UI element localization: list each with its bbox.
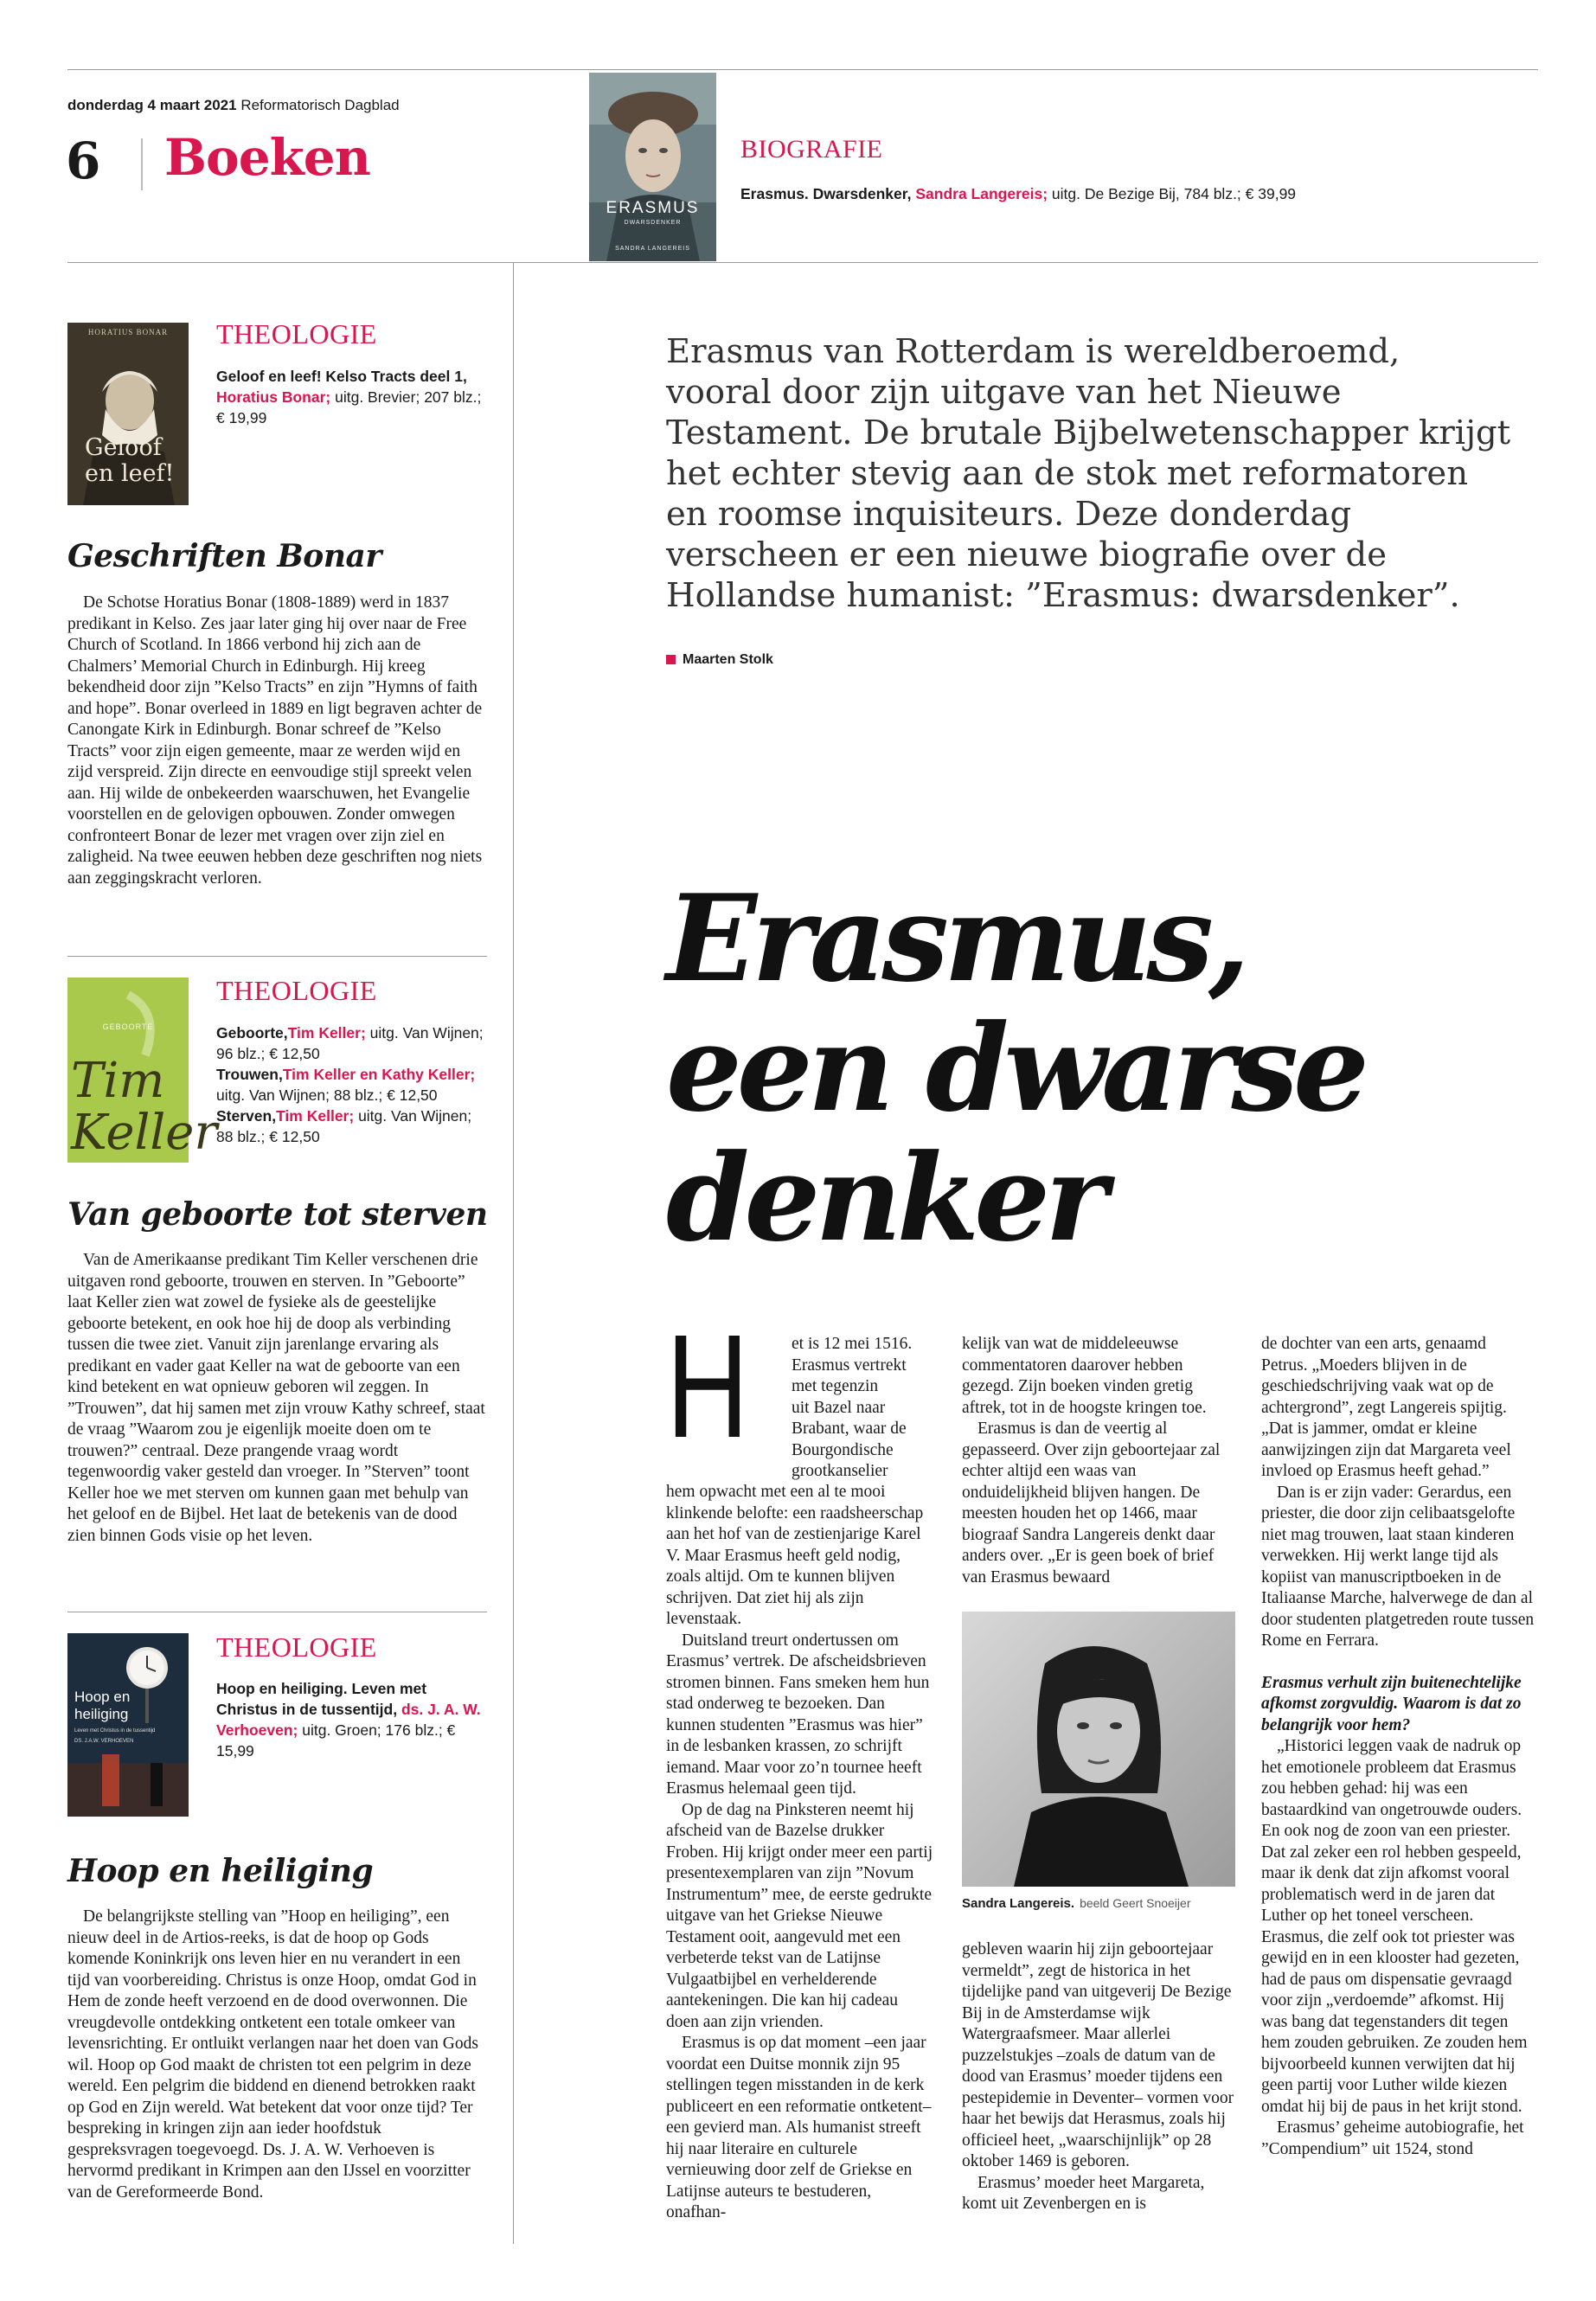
verhoeven-cover-subtitle: Leven met Christus in de tussentijd <box>74 1728 156 1734</box>
review-3-body: De belangrijkste stelling van ”Hoop en heiliging”, een nieuw deel in de Artios-reeks, is dat de hoop op Gods komende Koninkrijk ons leven hier en nu verandert in een tijd van voorbereiding. Christus is onze Hoop, omdat God in Hem de zonde heeft verzoend en de dood overwonnen. Die vreugdevolle ontdekking ontketent een totale omkeer van levensrichting. Er ontluikt verlangen naar het doen van Gods wil. Hoop op God maakt de christen tot een pelgrim in deze wereld. Een pelgrim die biddend en dienend betrokken raakt op God en Zijn wereld. Wat betekent dat voor onze tijd? Ter bespreking in kringen zijn aan ieder hoofdstuk gespreksvragen toegevoegd. Ds. J. A. W. Verhoeven is hervormd predikant in Krimpen aan den IJssel en voorzitter van de Gereformeerde Bond. <box>67 1907 478 2202</box>
article-intro: Erasmus van Rotterdam is wereldberoemd, vooral door zijn uitgave van het Nieuwe Testament. De brutale Bijbelwetenschapper krijgt het echter stevig aan de stok met reformatoren en roomse inquisiteurs. Deze donderdag verscheen er een nieuwe biografie over de Hollandse humanist: ”Erasmus: dwarsdenker”. <box>666 332 1511 615</box>
review-2-heading: Van geboorte tot sterven <box>67 1196 488 1233</box>
article-byline <box>666 652 773 668</box>
paragraph: Erasmus is op dat moment –een jaar voordat een Duitse monnik zijn 95 stellingen tegen misstanden in de kerk publiceert en een reformatie ontketent– een gevierd man. Als humanist streeft hij naar literaire en culturele vernieuwing door zelf de Griekse en Latijnse auteurs te bestuderen, onafhan- <box>666 2034 932 2221</box>
verhoeven-book-cover <box>67 1633 189 1817</box>
review-2-author: Tim Keller; <box>287 1024 366 1042</box>
top-rule <box>67 69 1538 70</box>
featured-book-meta <box>740 183 1296 204</box>
review-1-details: uitg. Brevier; 207 blz.; € 19,99 <box>216 388 482 426</box>
review-2-details: uitg. Van Wijnen; 88 blz.; € 12,50 <box>216 1086 438 1104</box>
column-divider <box>513 263 514 2244</box>
review-3-meta <box>216 1678 484 1761</box>
sandra-langereis-portrait <box>962 1612 1235 1887</box>
article-col1-lead <box>792 1334 934 1483</box>
review-2-details: uitg. Van Wijnen; 88 blz.; € 12,50 <box>216 1107 472 1145</box>
review-2-author: Tim Keller en Kathy Keller; <box>282 1066 476 1083</box>
lead-line: grootkanselier <box>792 1462 888 1480</box>
bonar-cover-title: Geloof en leef! <box>85 434 175 487</box>
verhoeven-cover-art <box>67 1633 189 1817</box>
review-2-meta-item <box>216 1106 484 1147</box>
paper-name: Reformatorisch Dagblad <box>240 97 400 113</box>
page-date <box>67 97 400 114</box>
review-2-meta <box>216 1022 484 1147</box>
cover-author: SANDRA LANGEREIS <box>615 246 690 252</box>
headline-line: Erasmus, <box>666 868 1246 1009</box>
headline-line: een dwarse <box>666 997 1364 1138</box>
paragraph: Erasmus’ moeder heet Margareta, komt uit Zevenbergen en is <box>962 2173 1205 2213</box>
erasmus-book-cover <box>589 73 716 261</box>
keller-book-cover <box>67 977 218 1163</box>
lead-line: Bourgondische <box>792 1440 894 1459</box>
paragraph: Duitsland treurt ondertussen om Erasmus’ vertrek. De afscheidsbrieven stromen binnen. Fans smeken hem hun stad onderweg te bezoeken. Dan kunnen studenten ”Erasmus was hier” in de lesbanken krassen, zo schrijft iemand. Maar voor zo’n tournee heeft Erasmus helemaal geen tijd. <box>666 1631 930 1798</box>
article-headline <box>666 868 1531 1268</box>
review-2-author: Tim Keller; <box>276 1107 355 1125</box>
keller-cover-title: Tim Keller <box>71 1053 218 1161</box>
review-1-author: Horatius Bonar; <box>216 388 331 406</box>
paragraph: de dochter van een arts, genaamd Petrus. „Moeders blijven in de geschiedschrijving vaak wat op de achtergrond”, zegt Langereis spijtig. „Dat is jammer, omdat er kleine aanwijzingen zijn dat Margareta veel invloed op Erasmus heeft gehad.” <box>1261 1335 1511 1480</box>
lead-line: et is 12 mei 1516. <box>792 1335 913 1353</box>
article-col2-top <box>962 1334 1235 1588</box>
featured-book-author: Sandra Langereis; <box>915 185 1048 202</box>
header-rule <box>67 262 1538 263</box>
review-3-details: uitg. Groen; 176 blz.; € 15,99 <box>216 1721 456 1759</box>
review-2-body: Van de Amerikaanse predikant Tim Keller verschenen drie uitgaven rond geboorte, trouwen en sterven. In ”Geboorte” laat Keller zien wat zowel de fysieke als de geestelijke geboorte betekent, en ook hoe hij de doop als verbinding tussen die twee ziet. Vanuit zijn jarenlange ervaring als predikant en vader gaat Keller na wat de geboorte van een kind betekent en wat opnieuw geboren wil zeggen. In ”Trouwen”, dat hij samen met zijn vrouw Kathy schreef, staat de vraag ”Waarom zou je eigenlijk moeite doen om te trouwen?” centraal. Deze prangende vraag wordt tegenwoordig vaker gesteld dan vroeger. In ”Sterven” toont Keller hoe we met sterven om kunnen gaan met behulp van het geloof en de Bijbel. Het laat de betekenis van de dood zien binnen Gods visie op het leven. <box>67 1251 485 1545</box>
paragraph: „Historici leggen vaak de nadruk op het emotionele probleem dat Erasmus zou hebben gehad: hij was een bastaardkind van ongetrouwde ouders. En ook nog de zoon van een priester. Dat zal zeker een rol hebben gespeeld, maar ik denk dat zijn afkomst vooral problematisch werd in de jaren dat Luther op het toneel verscheen. Erasmus, die zelf ook tot priester was gewijd en in een klooster had gezeten, had de paus om dispensatie gevraagd voor zijn „verdoemde” afkomst. Hij was bang dat tegenstanders dit tegen hem zouden gebruiken. Ze zouden hem bijvoorbeeld kunnen verwijten dat hij geen partij voor Luther wilde kiezen omdat hij bij de paus in het krijt stond. <box>1261 1737 1528 2116</box>
review-2-meta-item <box>216 1022 484 1064</box>
review-2-details: uitg. Van Wijnen; 96 blz.; € 12,50 <box>216 1024 484 1062</box>
review-2-book-title: Geboorte, <box>216 1024 288 1042</box>
paragraph: Erasmus is dan de veertig al gepasseerd. Over zijn geboortejaar zal echter altijd een waas van onduidelijkheid blijven hangen. De meesten houden het op 1466, maar biograaf Sandra Langereis denkt daar anders over. „Er is geen boek of brief van Erasmus bewaard <box>962 1420 1221 1586</box>
lead-line: uit Bazel naar <box>792 1398 886 1417</box>
cover-title: ERASMUS <box>606 199 700 217</box>
cover-subtitle: DWARSDENKER <box>624 220 682 226</box>
review-2-category: THEOLOGIE <box>216 975 377 1006</box>
page-number: 6 <box>66 131 101 190</box>
review-2-meta-item <box>216 1064 484 1106</box>
paragraph: gebleven waarin hij zijn geboortejaar vermeldt”, zegt de historica in het tijdelijke pand van uitgeverij De Bezige Bij in de Amsterdamse wijk Watergraafsmeer. Maar allerlei puzzelstukjes –zoals de datum van de dood van Erasmus’ moeder tijdens een pestepidemie in Deventer– vormen voor haar het bewijs dat Herasmus, zoals hij officieel heet, „waarschijnlijk” op 28 oktober 1469 is geboren. <box>962 1940 1234 2170</box>
review-1-book-title: Geloof en leef! Kelso Tracts deel 1, <box>216 368 467 385</box>
review-1-body: De Schotse Horatius Bonar (1808-1889) werd in 1837 predikant in Kelso. Zes jaar later ging hij over naar de Free Church of Scotland. In 1866 verbond hij zich aan de Chalmers’ Memorial Church in Edinburgh. Hij kreeg bekendheid door zijn ”Kelso Tracts” en zijn ”Hymns of faith and hope”. Bonar overleed in 1889 en ligt begraven achter de Canongate Kirk in Edinburgh. Bonar schreef de ”Kelso Tracts” voor zijn eigen gemeente, maar ze werden wijd en zijd verspreid. Zijn directe en eenvoudige stijl spreekt velen aan. Hij wilde de onbekeerden waarschuwen, het Evangelie voorstellen en de gelovigen opbouwen. Zonder omwegen confronteert Bonar de lezer met vragen over zijn ziel en zaligheid. Na twee eeuwen hebben deze geschriften nog niets aan zeggingskracht verloren. <box>67 593 483 888</box>
featured-book-title: Erasmus. Dwarsdenker, <box>740 185 912 202</box>
header-separator <box>141 138 143 190</box>
interview-question: Erasmus verhult zijn buitenechtelijke afkomst zorgvuldig. Waarom is dat zo belangrijk voor hem? <box>1261 1673 1522 1734</box>
keller-cover-series: GEBOORTE <box>102 1022 154 1031</box>
photo-caption <box>962 1896 1190 1911</box>
article-col1 <box>666 1482 934 2224</box>
bonar-cover-author: HORATIUS BONAR <box>87 328 169 336</box>
byline-name: Maarten Stolk <box>683 652 773 667</box>
article-col2-bottom <box>962 1939 1235 2215</box>
paragraph: kelijk van wat de middeleeuwse commentatoren daarover hebben gezegd. Zijn boeken vinden gretig aftrek, tot in de hoogste kringen toe. <box>962 1335 1207 1417</box>
date-text: donderdag 4 maart 2021 <box>67 97 237 113</box>
lead-line: Erasmus vertrekt <box>792 1356 907 1375</box>
review-3-heading: Hoop en heiliging <box>67 1853 374 1889</box>
paragraph: hem opwacht met een al te mooi klinkende belofte: een raadsheerschap aan het hof van de zestienjarige Karel V. Maar Erasmus heeft geld nodig, zoals altijd. Om te kunnen blijven schrijven. Dat ziet hij als zijn levenstaak. <box>666 1483 924 1628</box>
lead-line: met tegenzin <box>792 1377 879 1395</box>
verhoeven-cover-author: DS. J.A.W. VERHOEVEN <box>74 1739 134 1744</box>
byline-square-icon <box>666 655 676 664</box>
review-3-book-title: Hoop en heiliging. Leven met Christus in de tussentijd, <box>216 1680 427 1718</box>
verhoeven-cover-title: Hoop en heiliging <box>74 1689 131 1722</box>
featured-book-details: uitg. De Bezige Bij, 784 blz.; € 39,99 <box>1051 185 1297 202</box>
caption-credit: beeld Geert Snoeijer <box>1080 1896 1191 1910</box>
erasmus-portrait-illustration <box>589 73 716 261</box>
bonar-book-cover <box>67 323 189 505</box>
review-1-category: THEOLOGIE <box>216 318 377 349</box>
drop-cap: H <box>666 1304 749 1469</box>
review-2-book-title: Trouwen, <box>216 1066 283 1083</box>
review-2-book-title: Sterven, <box>216 1107 277 1125</box>
paragraph: Op de dag na Pinksteren neemt hij afscheid van de Bazelse drukker Froben. Hij krijgt onder meer een partij presentexemplaren van zijn ”Novum Instrumentum” mee, de eerste gedrukte uitgave van het Griekse Nieuwe Testament ooit, aangevuld met een verbeterde tekst van de Latijnse Vulgaatbijbel en verhelderende aantekeningen. Die kan hij cadeau doen aan zijn vrienden. <box>666 1800 933 2031</box>
review-rule-1 <box>67 956 487 957</box>
review-1-meta <box>216 366 484 428</box>
review-1-heading: Geschriften Bonar <box>67 538 381 574</box>
section-title: Boeken <box>164 128 370 187</box>
review-3-category: THEOLOGIE <box>216 1631 377 1663</box>
lead-line: Brabant, waar de <box>792 1420 907 1438</box>
caption-name: Sandra Langereis. <box>962 1896 1075 1911</box>
paragraph: Dan is er zijn vader: Gerardus, een priester, die door zijn celibaatsgelofte niet mag trouwen, laat staan kinderen verwekken. Hij werkt lange tijd als kopiist van manuscriptboeken in de Italiaanse Marche, halverwege de dan al door studenten platgetreden route tussen Rome en Ferrara. <box>1261 1483 1535 1650</box>
review-3-author: ds. J. A. W. Verhoeven; <box>216 1701 481 1739</box>
author-photo <box>962 1612 1235 1887</box>
paragraph: Erasmus’ geheime autobiografie, het ”Compendium” uit 1524, stond <box>1261 2118 1524 2158</box>
article-col3 <box>1261 1334 1535 2160</box>
headline-line: denker <box>666 1127 1103 1268</box>
featured-category: BIOGRAFIE <box>740 135 883 163</box>
